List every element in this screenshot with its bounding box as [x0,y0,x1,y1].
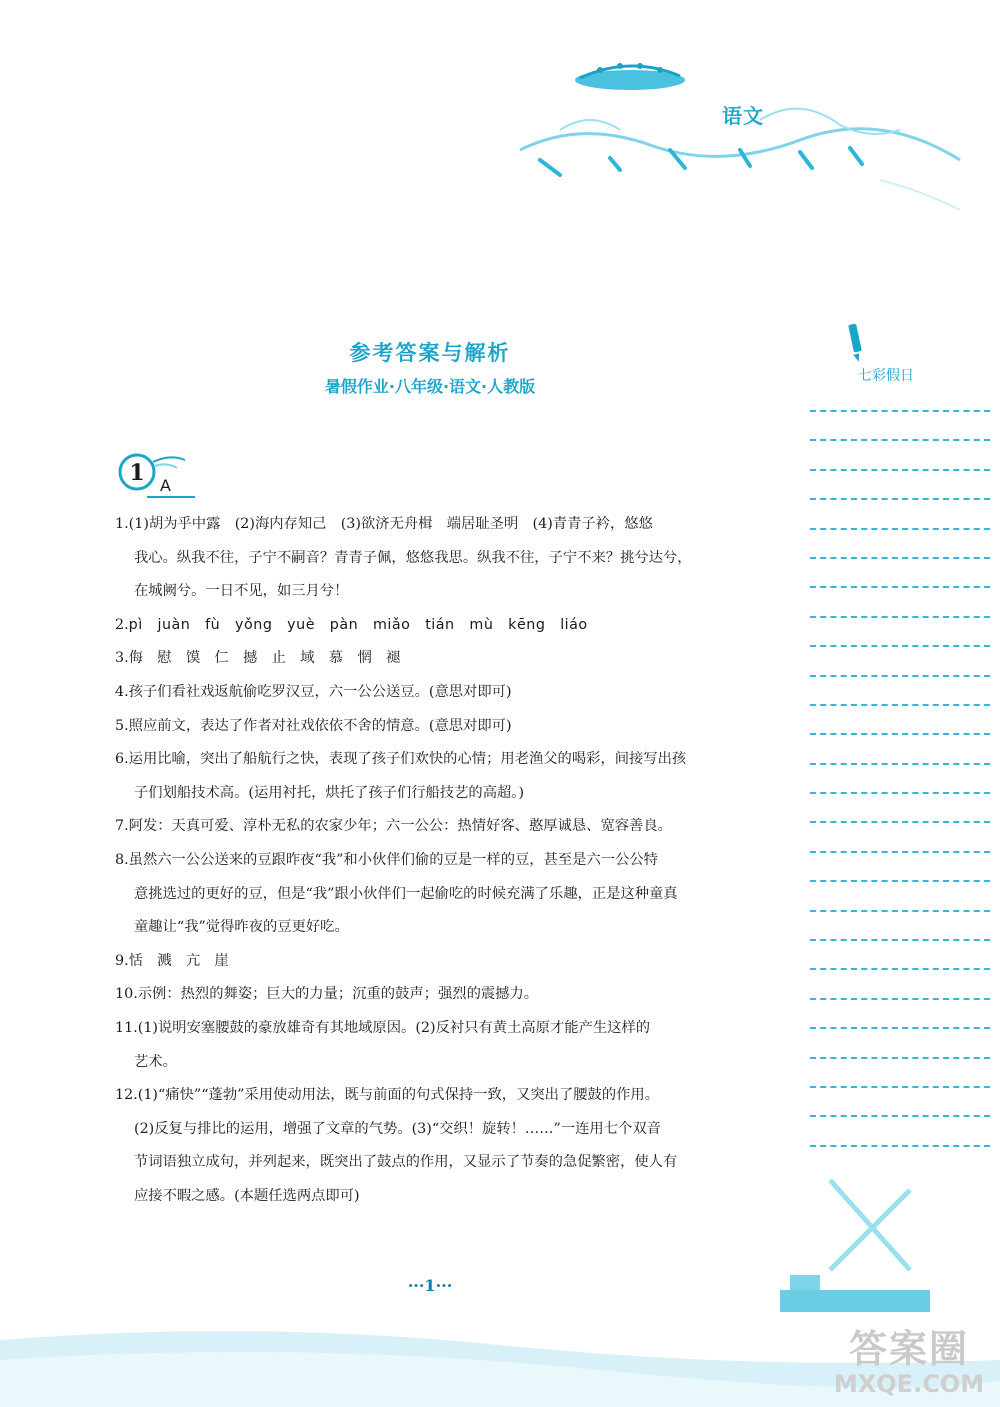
answer-text: (1)说明安塞腰鼓的豪放雄奇有其地域原因。(2)反衬只有黄土高原才能产生这样的 [137,1019,651,1036]
answer-number: 9. [115,952,129,969]
answer-item [115,844,755,945]
answer-number: 5. [115,717,129,734]
page-title: 参考答案与解析 [349,341,511,365]
note-line [810,675,990,677]
note-line [810,998,990,1000]
answer-list [115,508,755,1213]
note-line [810,469,990,471]
note-line [810,1086,990,1088]
watermark-text: 答案圈 [848,1327,969,1371]
answer-text: 侮 慰 馍 仁 撼 止 域 慕 惘 褪 [128,650,401,667]
note-line [810,498,990,500]
answer-item [115,1079,755,1213]
answer-number: 10. [115,986,138,1003]
answer-text: 孩子们看社戏返航偷吃罗汉豆，六一公公送豆。(意思对即可) [128,683,512,700]
answer-text: 照应前文，表达了作者对社戏依依不舍的情意。(意思对即可) [128,717,512,734]
note-line [810,792,990,794]
answer-item [115,978,755,1012]
note-line [810,645,990,647]
answer-item [115,710,755,744]
note-line [810,704,990,706]
answer-number: 3. [115,650,129,667]
answer-number: 1. [115,516,129,532]
answer-text: 在城阙兮。一日不见，如三月兮！ [134,583,349,600]
page-number: ···1··· [407,1276,453,1295]
answer-number: 7. [115,818,129,835]
page-subtitle: 暑假作业·八年级·语文·人教版 [324,377,536,396]
answer-text: 运用比喻，突出了船航行之快，表现了孩子们欢快的心情；用老渔父的喝彩，间接写出孩 [128,751,687,768]
answer-number: 4. [115,683,129,700]
note-line [810,851,990,853]
note-line [810,939,990,941]
note-line [810,1057,990,1059]
answer-text: (1)“痛快”“蓬勃”采用使动用法，既与前面的句式保持一致，又突出了腰鼓的作用。 [137,1087,660,1104]
answer-text: 意挑选过的更好的豆，但是“我”跟小伙伴们一起偷吃的时候充满了乐趣，正是这种童真 [134,885,678,902]
note-line [810,528,990,530]
answer-item [115,642,755,676]
note-line [810,557,990,559]
answer-text: (2)反复与排比的运用，增强了文章的气势。(3)“交织！旋转！……”一连用七个双音 [134,1120,661,1137]
header-decoration-icon [500,40,970,220]
note-line [810,733,990,735]
answer-item [115,676,755,710]
answer-text: 恬 溅 亢 崖 [128,952,229,969]
section-number: 1 [129,460,145,486]
subject-label: 语文 [722,104,764,128]
note-line [810,763,990,765]
watermark-url: MXQE.COM [833,1370,985,1398]
answer-text: 阿发：天真可爱、淳朴无私的农家少年；六一公公：热情好客、憨厚诚恳、宽容善良。 [128,818,672,835]
note-line [810,586,990,588]
brand-label: 七彩假日 [858,368,914,384]
answer-number: 8. [115,851,129,868]
watermark [820,1318,998,1403]
answer-text: 虽然六一公公送来的豆跟昨夜“我”和小伙伴们偷的豆是一样的豆，甚至是六一公公特 [128,851,658,868]
answer-text: 艺术。 [134,1053,177,1070]
answer-number: 6. [115,751,129,768]
answer-number: 12. [115,1087,138,1104]
answer-text: 示例：热烈的舞姿；巨大的力量；沉重的鼓声；强烈的震撼力。 [137,986,539,1003]
note-line [810,968,990,970]
windmill-decoration-icon [770,1170,940,1320]
note-line [810,910,990,912]
answer-item [115,609,755,643]
note-line [810,616,990,618]
answer-number: 2. [115,616,129,633]
note-line [810,1027,990,1029]
note-line [810,821,990,823]
answer-text: 应接不暇之感。(本题任选两点即可) [134,1187,360,1204]
answer-text: pì juàn fù yǒng yuè pàn miǎo tián mù kēng liáo [128,616,588,633]
answer-item [115,945,755,979]
answer-text: 节词语独立成句，并列起来，既突出了鼓点的作用，又显示了节奏的急促繁密，使人有 [134,1154,678,1171]
note-line [810,1145,990,1147]
note-line [810,439,990,441]
answer-text: 我心。纵我不往，子宁不嗣音？青青子佩，悠悠我思。纵我不往，子宁不来？挑兮达兮， [134,549,692,566]
note-line [810,880,990,882]
answer-item [115,508,755,609]
answer-text: 子们划船技术高。(运用衬托，烘托了孩子们行船技艺的高超。) [134,784,525,801]
answer-item [115,810,755,844]
note-line [810,1115,990,1117]
answer-item [115,1012,755,1079]
answer-text: 童趣让“我”觉得昨夜的豆更好吃。 [134,919,349,936]
answer-item [115,743,755,810]
note-lines [810,410,990,1174]
answer-text: (1)胡为乎中露 (2)海内存知己 (3)欲济无舟楫 端居耻圣明 (4)青青子衿，悠悠 [128,516,653,532]
note-line [810,410,990,412]
answer-number: 11. [115,1019,138,1036]
section-letter: A [160,476,171,495]
